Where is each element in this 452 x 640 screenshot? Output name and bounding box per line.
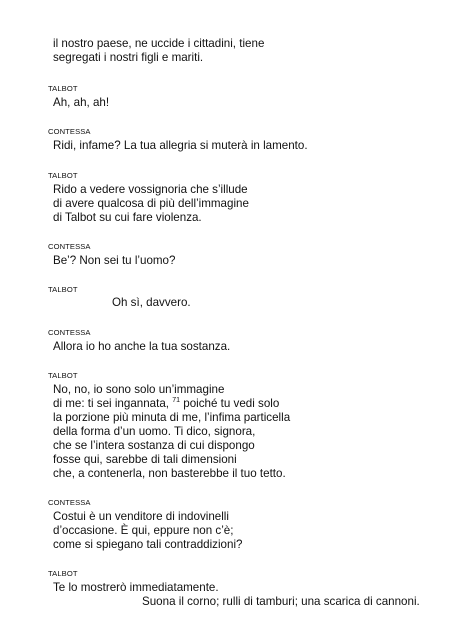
verse-line: di avere qualcosa di più dell’immagine [53,197,249,210]
verse-line: Ah, ah, ah! [53,96,110,109]
stage-direction: Suona il corno; rulli di tamburi; una scarica di cannoni. [142,595,420,608]
verse-line: Be’? Non sei tu l’uomo? [53,254,176,267]
speaker-name: TALBOT [48,371,78,380]
verse-line: Ridi, infame? La tua allegria si muterà in lamento. [53,139,308,152]
verse-segment: poiché tu vedi solo [180,397,280,410]
verse-line: che se l’intera sostanza di cui dispongo [53,439,255,452]
verse-line: come si spiegano tali contraddizioni? [53,538,243,551]
verse-line: di Talbot su cui fare violenza. [53,211,202,224]
verse-line: il nostro paese, ne uccide i cittadini, tiene [53,37,265,50]
verse-line: No, no, io sono solo un’immagine [53,383,225,396]
verse-line: della forma d’un uomo. Ti dico, signora, [53,425,256,438]
verse-line: Oh sì, davvero. [112,296,191,309]
verse-line: segregati i nostri figli e mariti. [53,51,204,64]
speaker-name: TALBOT [48,171,78,180]
verse-line: fosse qui, sarebbe di tali dimensioni [53,453,237,466]
speaker-name: CONTESSA [48,127,91,136]
verse-line: Allora io ho anche la tua sostanza. [53,340,231,353]
verse-line: Te lo mostrerò immediatamente. [53,581,219,594]
speaker-name: CONTESSA [48,328,91,337]
speaker-name: CONTESSA [48,242,91,251]
verse-line [53,397,279,411]
speaker-name: TALBOT [48,569,78,578]
speaker-name: TALBOT [48,84,78,93]
verse-line: che, a contenerla, non basterebbe il tuo tetto. [53,467,286,480]
verse-line: d’occasione. È qui, eppure non c’è; [53,524,234,537]
footnote-marker[interactable]: 71 [172,397,181,404]
verse-line: Costui è un venditore di indovinelli [53,510,229,523]
speaker-name: TALBOT [48,285,78,294]
verse-segment: di me: ti sei ingannata, [53,397,170,410]
speaker-name: CONTESSA [48,498,91,507]
verse-line: Rido a vedere vossignoria che s’illude [53,183,248,196]
verse-line: la porzione più minuta di me, l’infima particella [53,411,291,424]
